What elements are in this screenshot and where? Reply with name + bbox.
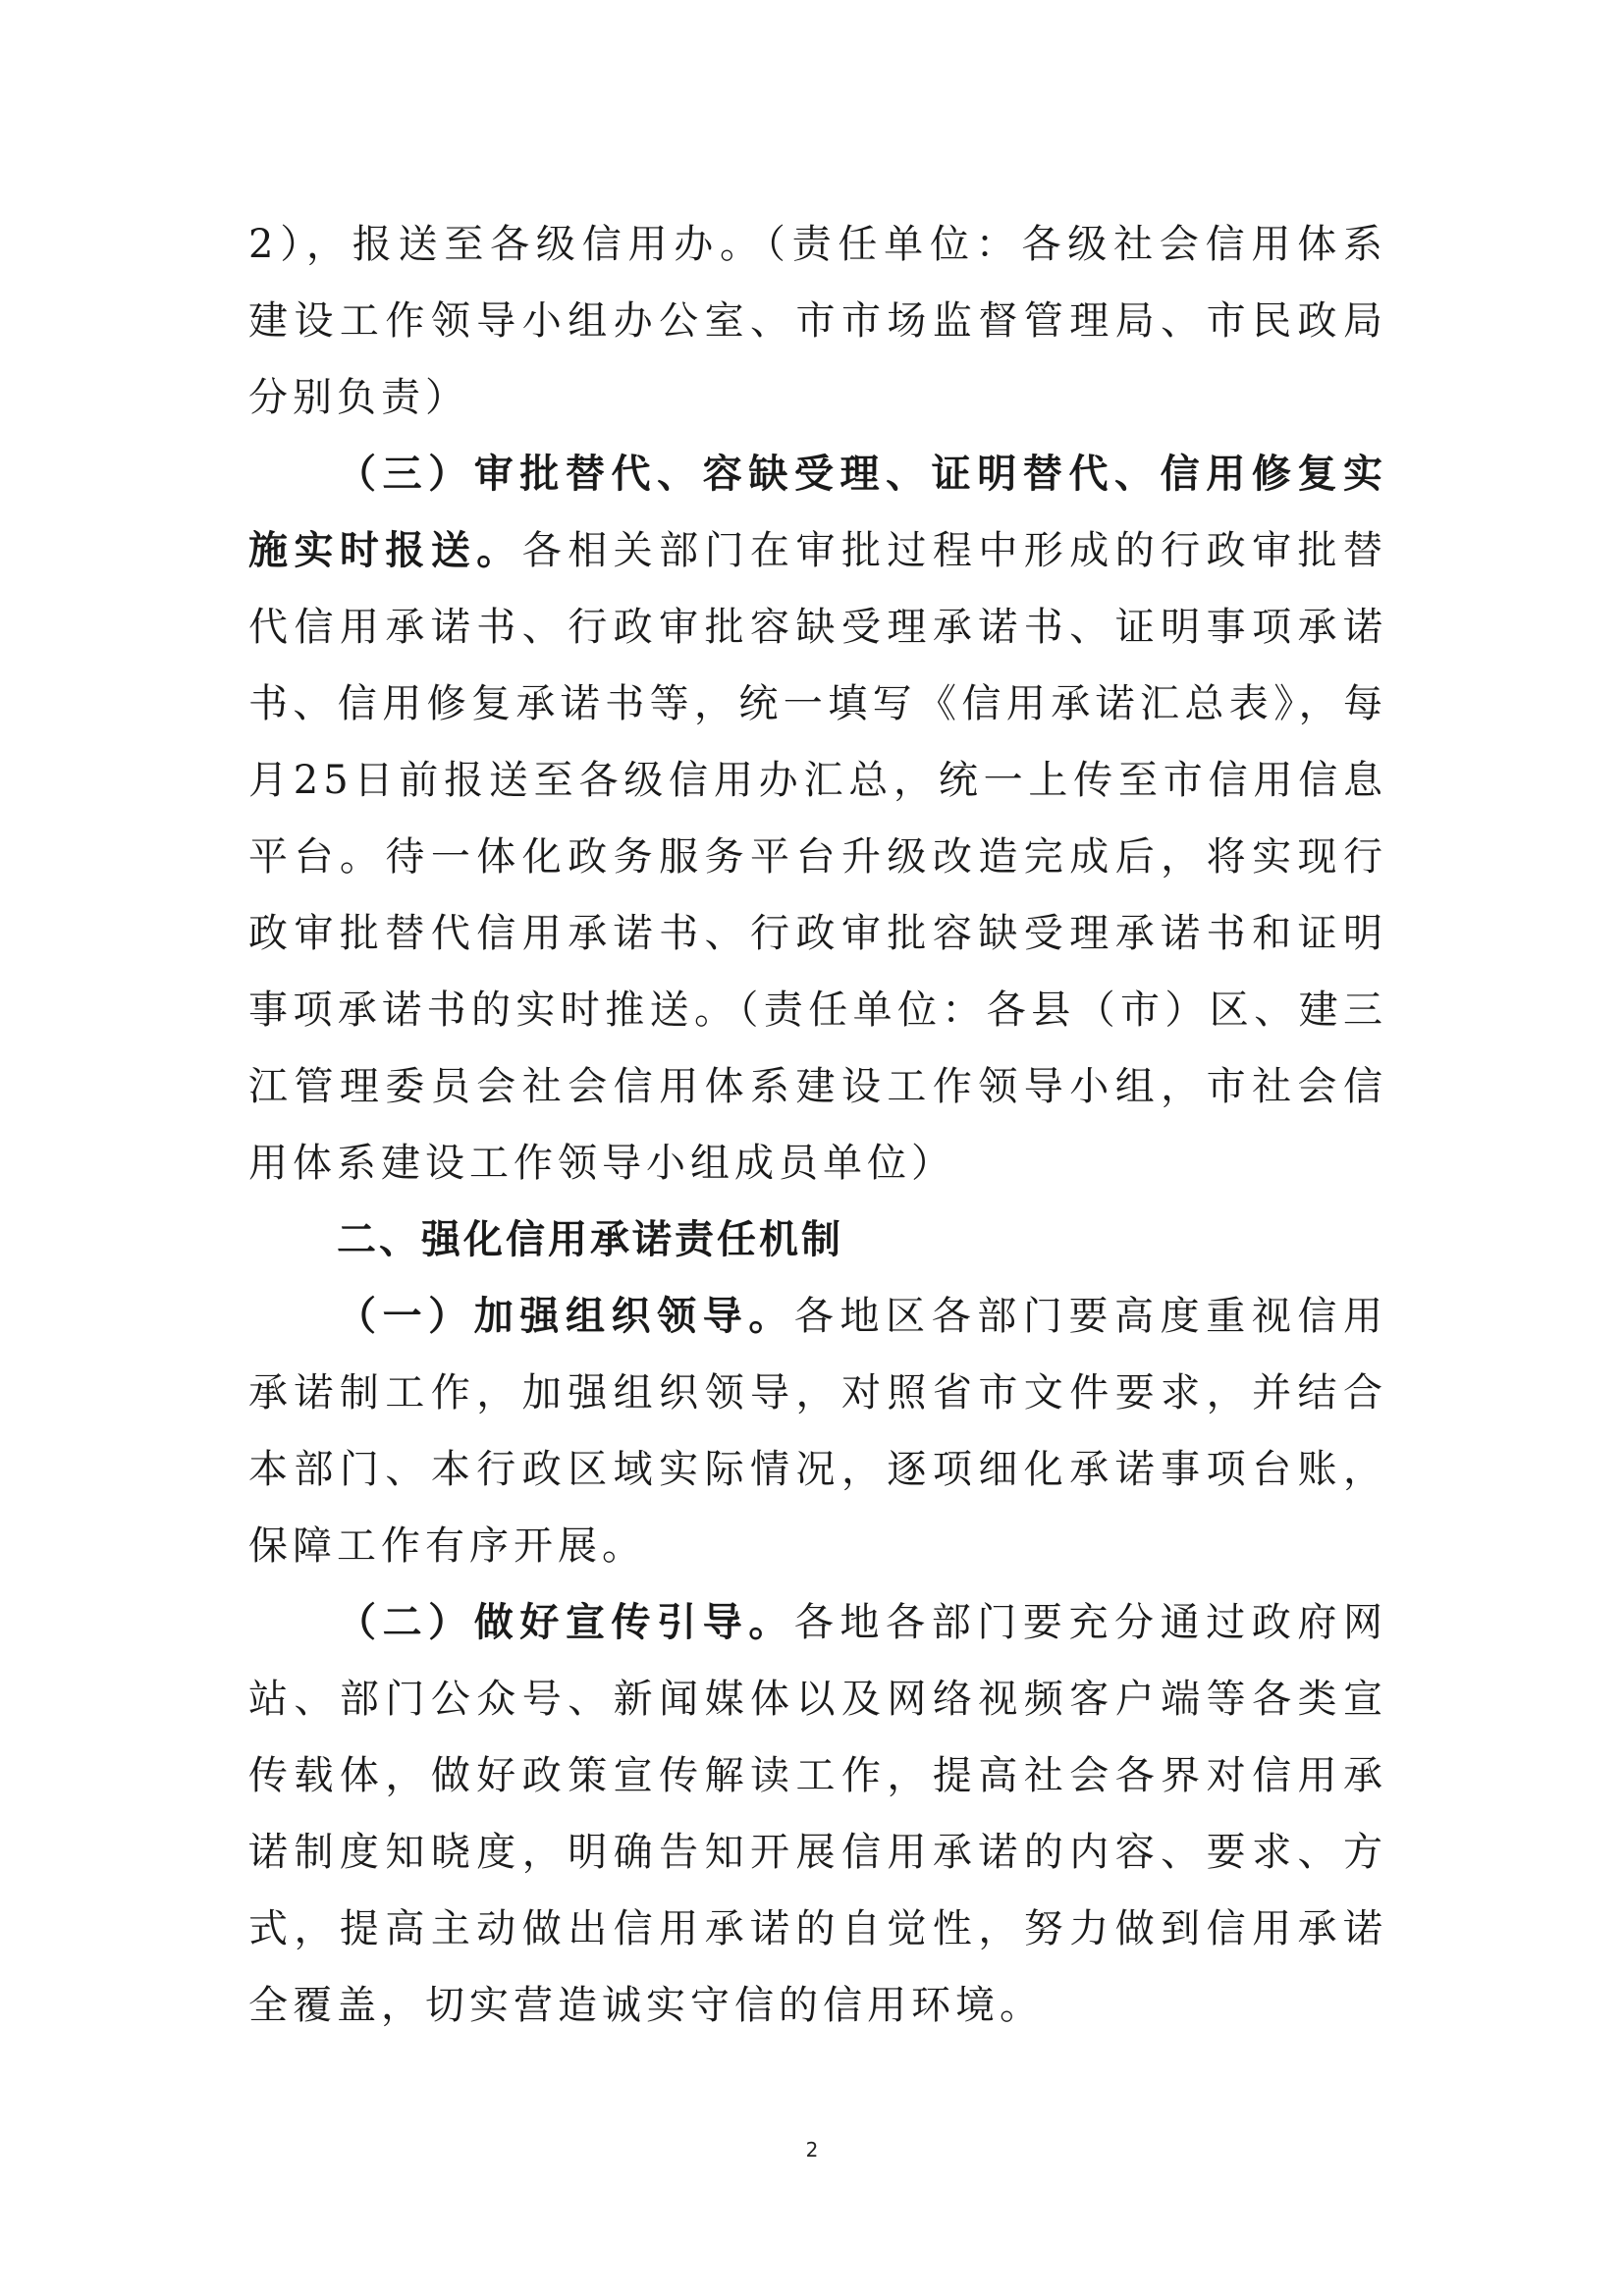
paragraph-continuation: 2），报送至各级信用办。（责任单位：各级社会信用体系建设工作领导小组办公室、市市场监督管理局、市民政局分别负责）: [248, 222, 1387, 420]
paragraph-body: 各地区各部门要高度重视信用承诺制工作，加强组织领导，对照省市文件要求，并结合本部门、本行政区域实际情况，逐项细化承诺事项台账，保障工作有序开展。: [248, 1294, 1388, 1569]
paragraph-organization-leadership: [248, 1278, 1387, 1584]
paragraph-lead: （一）加强组织领导。: [337, 1294, 794, 1339]
paragraph-lead: （二）做好宣传引导。: [337, 1600, 794, 1645]
document-body: [248, 206, 1387, 2044]
paragraph-lead: （三）审批替代、容缺受理、证明替代、信用修复实施实时报送。: [248, 452, 1387, 573]
paragraph-publicity-guidance: [248, 1584, 1387, 2044]
paragraph-body: 各地各部门要充分通过政府网站、部门公众号、新闻媒体以及网络视频客户端等各类宣传载体，做好政策宣传解读工作，提高社会各界对信用承诺制度知晓度，明确告知开展信用承诺的内容、要求、方式，提高主动做出信用承诺的自觉性，努力做到信用承诺全覆盖，切实营造诚实守信的信用环境。: [248, 1600, 1388, 2028]
section-heading: 二、强化信用承诺责任机制: [337, 1217, 843, 1262]
page-number: 2: [805, 2138, 819, 2162]
paragraph-body: 各相关部门在审批过程中形成的行政审批替代信用承诺书、行政审批容缺受理承诺书、证明事项承诺书、信用修复承诺书等，统一填写《信用承诺汇总表》，每月25日前报送至各级信用办汇总，统一上传至市信用信息平台。待一体化政务服务平台升级改造完成后，将实现行政审批替代信用承诺书、行政审批容缺受理承诺书和证明事项承诺书的实时推送。（责任单位：各县（市）区、建三江管理委员会社会信用体系建设工作领导小组，市社会信用体系建设工作领导小组成员单位）: [248, 528, 1387, 1186]
paragraph-realtime-reporting: [248, 436, 1387, 1201]
